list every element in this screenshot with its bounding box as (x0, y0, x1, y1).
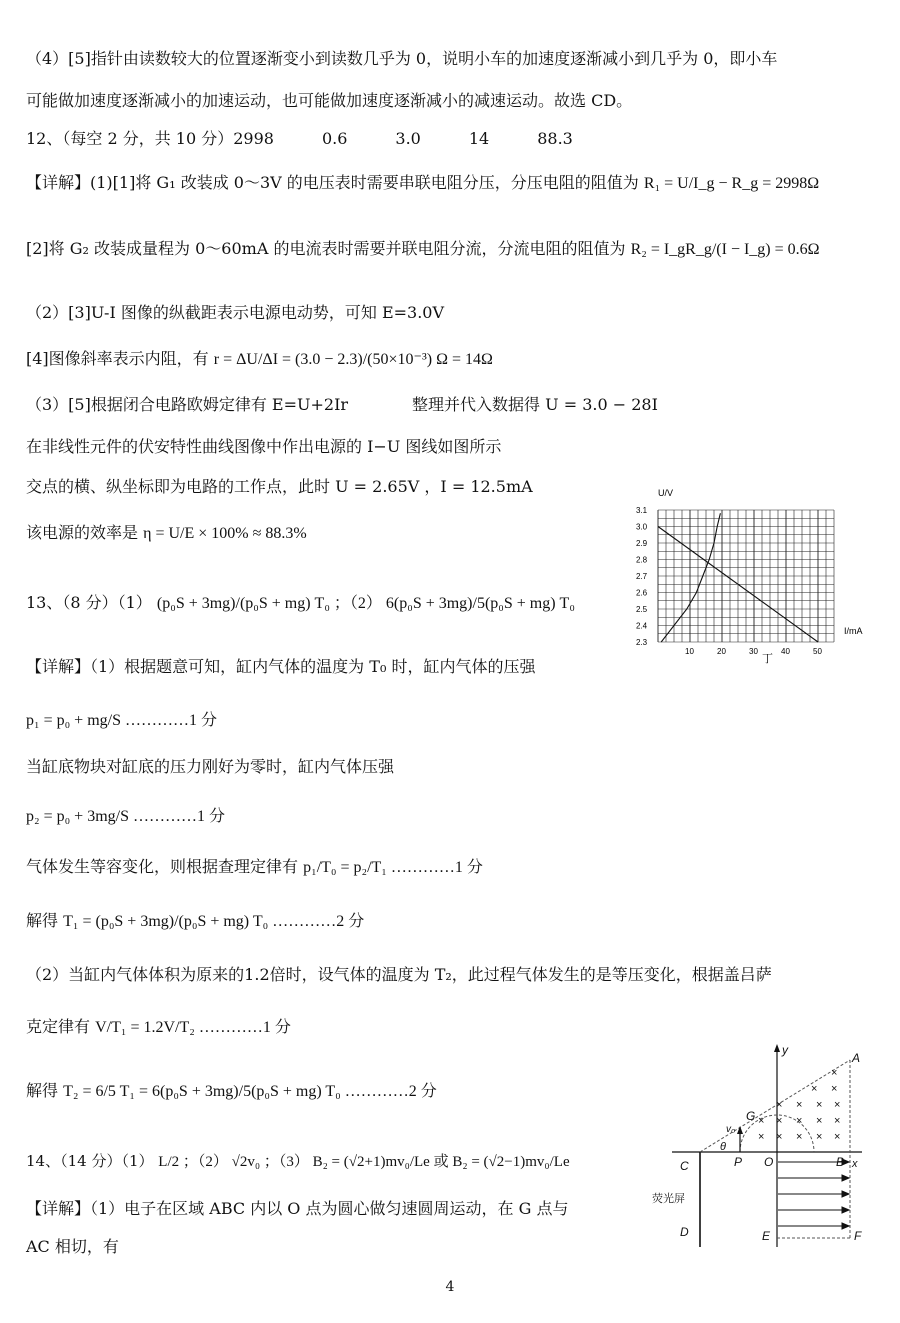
field-cross: × (834, 1115, 841, 1127)
field-cross: × (776, 1131, 783, 1143)
q14-detail-1: 【详解】（1）电子在区域 ABC 内以 O 点为圆心做匀速圆周运动，在 G 点与 (26, 1199, 569, 1218)
q14-answers (26, 1150, 570, 1173)
label-d: D (680, 1225, 689, 1239)
formula-p2: p₂ = p₀ + 3mg/S …………1 分 (26, 808, 225, 825)
text-line-1: （4）[5]指针由读数较大的位置逐渐变小到读数几乎为 0，说明小车的加速度逐渐减小到几乎为 0，即小车 (26, 49, 778, 68)
field-cross: × (816, 1115, 823, 1127)
q13-detail-3-text: 气体发生等容变化，则根据查理定律有 (26, 857, 299, 876)
q13-detail-4-text: 解得 (26, 911, 59, 930)
field-cross: × (834, 1131, 841, 1143)
q12-detail-8-text: 该电源的效率是 (26, 523, 139, 542)
label-p: P (734, 1155, 743, 1169)
ui-chart (622, 482, 863, 665)
x-tick-label: 40 (781, 647, 790, 656)
chart-ylabel: U/V (658, 488, 674, 498)
label-y: y (782, 1043, 788, 1057)
chart-caption: 丁 (762, 653, 773, 665)
q13-detail-5: （2）当缸内气体体积为原来的1.2倍时，设气体的温度为 T₂，此过程气体发生的是等压变化，根据盖吕萨 (26, 965, 772, 984)
formula-r2: R₂ = I_gR_g/(I − I_g) = 0.6Ω (630, 241, 820, 258)
formula-eta: η = U/E × 100% ≈ 88.3% (143, 525, 307, 542)
y-arrow-icon (774, 1044, 780, 1052)
field-cross: × (816, 1131, 823, 1143)
label-f: F (854, 1229, 862, 1243)
field-crosses (758, 1067, 840, 1143)
label-a: A (852, 1051, 861, 1065)
label-o: O (764, 1155, 774, 1169)
formula-q13-answers: (p₀S + 3mg)/(p₀S + mg) T₀ ；（2） 6(p₀S + 3mg)/5(p₀S + mg) T₀ (156, 595, 575, 612)
q12-detail-6: 在非线性元件的伏安特性曲线图像中作出电源的 I−U 图线如图所示 (26, 437, 502, 456)
q12-detail-7: 交点的横、纵坐标即为电路的工作点，此时 U = 2.65V ，I = 12.5mA (26, 477, 533, 496)
label-screen: 荧光屏 (652, 1193, 685, 1205)
arrowhead-icon (842, 1223, 849, 1229)
field-cross: × (831, 1083, 838, 1095)
q12-detail-4-text: [4]图像斜率表示内阻，有 (26, 349, 209, 368)
q12-detail-2 (26, 238, 820, 261)
q13-answers (26, 592, 575, 615)
y-tick-label: 2.3 (636, 638, 648, 647)
formula-t2: T₂ = 6/5 T₁ = 6(p₀S + 3mg)/5(p₀S + mg) T₀ …………2 分 (63, 1083, 437, 1100)
arrowhead-icon (842, 1207, 849, 1213)
field-cross: × (776, 1099, 783, 1111)
q12-detail-2-text: [2]将 G₂ 改装成量程为 0～60mA 的电流表时需要并联电阻分流，分流电阻的阻值为 (26, 239, 626, 258)
q12-detail-1-text: 【详解】(1)[1]将 G₁ 改装成 0～3V 的电压表时需要串联电阻分压，分压电阻的阻值为 (26, 173, 639, 192)
formula-p1: p₁ = p₀ + mg/S …………1 分 (26, 712, 217, 729)
q12-detail-1 (26, 172, 819, 195)
y-tick-label: 2.8 (636, 555, 648, 565)
y-tick-label: 2.7 (636, 572, 648, 581)
y-tick-label: 2.5 (636, 605, 648, 614)
q13-detail-7 (26, 1080, 437, 1103)
q13-detail-4 (26, 910, 364, 933)
arrowhead-icon (842, 1175, 849, 1181)
x-tick-label: 10 (685, 647, 694, 656)
x-tick-label: 50 (813, 647, 822, 656)
series-line-2 (661, 513, 720, 642)
field-cross: × (796, 1115, 803, 1127)
field-cross: × (758, 1131, 765, 1143)
field-cross: × (758, 1115, 765, 1127)
label-c: C (680, 1159, 689, 1173)
label-x: x (852, 1158, 858, 1170)
q13-detail-7-text: 解得 (26, 1081, 59, 1100)
field-cross: × (831, 1067, 838, 1079)
v0-arrow-icon (737, 1126, 743, 1134)
x-tick-label: 20 (717, 647, 726, 656)
formula-charles: p₁/T₀ = p₂/T₁ …………1 分 (303, 859, 483, 876)
q13-answers-text: 13、（8 分）（1） (26, 593, 152, 612)
formula-t1: T₁ = (p₀S + 3mg)/(p₀S + mg) T₀ …………2 分 (63, 913, 365, 930)
line-ca (700, 1060, 850, 1152)
chart-xlabel: I/mA (844, 626, 863, 636)
q12-detail-4 (26, 348, 493, 371)
label-b: B (836, 1155, 845, 1169)
q14-detail-2: AC 相切，有 (26, 1237, 119, 1256)
q14-answers-text: 14、（14 分）（1） (26, 1152, 154, 1170)
electric-field-arrows (778, 1159, 849, 1229)
q12-detail-5: （3）[5]根据闭合电路欧姆定律有 E=U+2Ir 整理并代入数据得 U = 3.0 − 28I (26, 395, 658, 414)
q12-detail-3: （2）[3]U-I 图像的纵截距表示电源电动势，可知 E=3.0V (26, 303, 445, 322)
formula-gay-lussac: V/T₁ = 1.2V/T₂ …………1 分 (95, 1019, 291, 1036)
q12-answers: 12、（每空 2 分，共 10 分）2998 0.6 3.0 14 88.3 (26, 129, 573, 148)
y-tick-label: 3.1 (636, 506, 648, 515)
x-tick-label: 30 (749, 647, 758, 656)
q12-detail-8 (26, 522, 307, 545)
field-cross: × (796, 1131, 803, 1143)
q13-detail-1: 【详解】（1）根据题意可知，缸内气体的温度为 T₀ 时，缸内气体的压强 (26, 657, 536, 676)
arrowhead-icon (842, 1191, 849, 1197)
label-theta: θ (720, 1141, 726, 1153)
y-tick-label: 2.6 (636, 588, 648, 598)
field-cross: × (811, 1083, 818, 1095)
q13-detail-6 (26, 1016, 291, 1039)
q13-detail-2: 当缸底物块对缸底的压力刚好为零时，缸内气体压强 (26, 757, 395, 776)
y-tick-label: 2.9 (636, 539, 648, 548)
formula-r: r = ΔU/ΔI = (3.0 − 2.3)/(50×10⁻³) Ω = 14Ω (213, 351, 493, 368)
q13-detail-3 (26, 856, 483, 879)
field-cross: × (776, 1115, 783, 1127)
y-tick-label: 2.4 (636, 621, 648, 631)
formula-r1: R₁ = U/I_g − R_g = 2998Ω (643, 175, 820, 192)
y-tick-label: 3.0 (636, 522, 648, 532)
field-diagram (650, 1042, 860, 1254)
label-v0: v₀ (726, 1124, 736, 1135)
field-cross: × (834, 1099, 841, 1111)
label-e: E (762, 1229, 771, 1243)
page-number: 4 (445, 1279, 455, 1295)
formula-q14-answers: L/2 ；（2） √2v₀ ；（3） B₂ = (√2+1)mv₀/Le 或 B₂ = (√2−1)mv₀/Le (158, 1154, 570, 1170)
label-g: G (746, 1109, 756, 1123)
text-line-2: 可能做加速度逐渐减小的加速运动，也可能做加速度逐渐减小的减速运动。故选 CD。 (26, 91, 633, 110)
chart-grid (658, 510, 834, 642)
field-cross: × (796, 1099, 803, 1111)
q13-detail-6-text: 克定律有 (26, 1017, 91, 1036)
field-cross: × (816, 1099, 823, 1111)
